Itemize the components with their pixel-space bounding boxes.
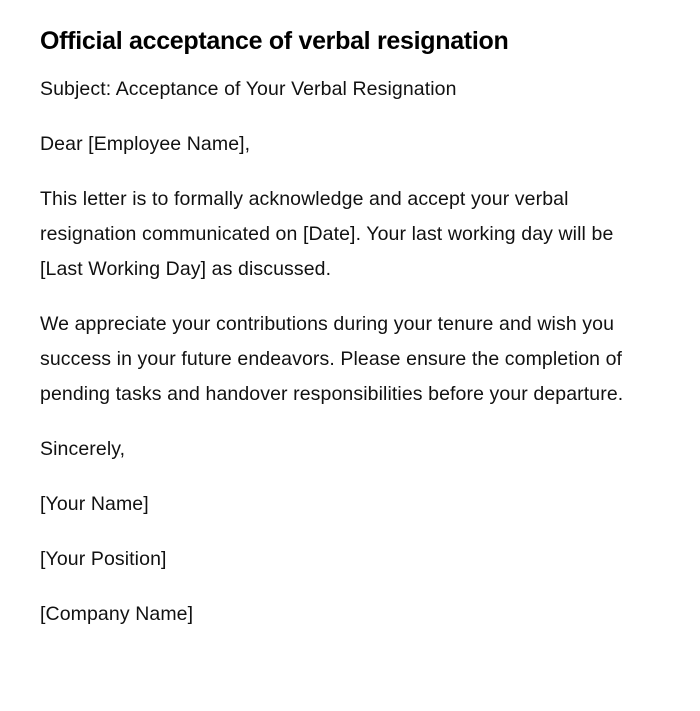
signature-position: [Your Position] — [40, 548, 167, 570]
salutation: Dear [Employee Name], — [40, 133, 251, 155]
body-paragraph-appreciation: We appreciate your contributions during your tenure and wish you success in your future endeavors. Please ensure the completion of pending tasks and handover responsibilities before your departure. — [40, 313, 624, 405]
signature-company: [Company Name] — [40, 603, 194, 625]
document-title: Official acceptance of verbal resignation — [40, 27, 509, 55]
subject-line: Subject: Acceptance of Your Verbal Resignation — [40, 78, 457, 100]
closing: Sincerely, — [40, 438, 126, 460]
body-paragraph-acknowledgement: This letter is to formally acknowledge and accept your verbal resignation communicated on [Date]. Your last working day will be [Last Working Day] as discussed. — [40, 188, 614, 280]
signature-name: [Your Name] — [40, 493, 149, 515]
